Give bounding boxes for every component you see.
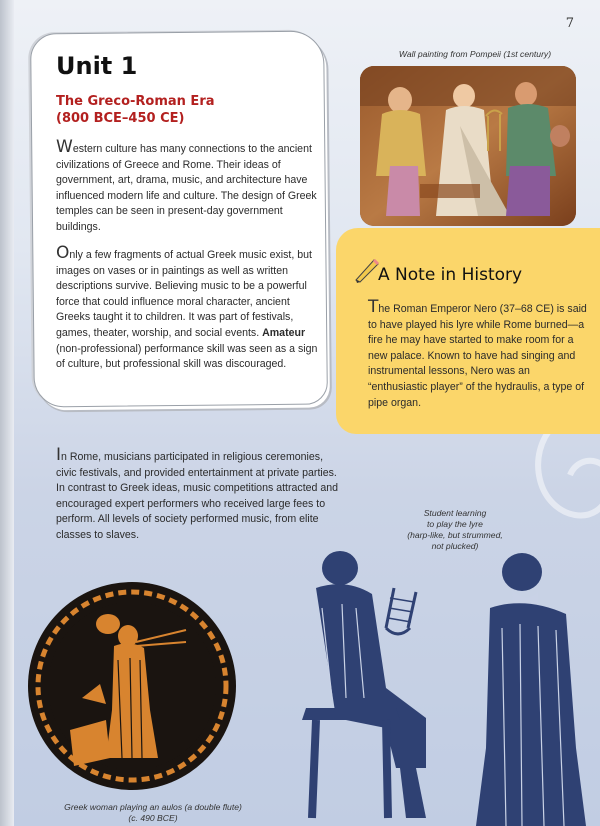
dropcap: I (56, 445, 62, 465)
unit-title: Unit 1 (56, 52, 138, 80)
page-number: 7 (565, 16, 574, 31)
paragraph-greek-music (56, 243, 322, 373)
pencil-icon (352, 258, 380, 284)
era-title-line1: The Greco-Roman Era (56, 94, 215, 109)
student-lyre-caption (395, 508, 515, 552)
term-amateur: Amateur (262, 326, 306, 339)
greek-figures-illustration (276, 548, 600, 826)
student-caption-line3: (harp-like, but strummed, (407, 530, 503, 540)
page-binding-shadow (0, 0, 14, 826)
vase-caption (28, 802, 278, 824)
era-title-line2: (800 BCE–450 CE) (56, 111, 185, 126)
paragraph-text: estern culture has many connections to the ancient civilizations of Greece and Rome. Their ideas of government, art, drama, music, and architecture have influenced modern life and culture. The design of Greek temples can be seen in present-day government buildings. (56, 143, 317, 233)
paragraph-text: (non-professional) performance skill was seen as a sign of culture, but professional skill was discouraged. (56, 342, 318, 371)
era-title (56, 93, 306, 127)
dropcap: O (56, 243, 70, 263)
paragraph-text: nly a few fragments of actual Greek music exist, but images on vases or in paintings as well as written descriptions survive. Believing music to be a powerful force that could influence moral character, ancient Greeks taught it to children. It was part of festivals, games, theater, worship, and social events. (56, 249, 312, 339)
paragraph-western-culture (56, 137, 318, 236)
pompeii-caption: Wall painting from Pompeii (1st century) (398, 49, 552, 59)
note-text (368, 297, 590, 411)
paragraph-text: n Rome, musicians participated in religious ceremonies, civic festivals, and provided entertainment at private parties. In contrast to Greek ideas, music competitions attracted and encouraged expert performers who received large fees to perform. All levels of society performed music, from elite classes to slaves. (56, 451, 339, 541)
vase-caption-line2: (c. 490 BCE) (128, 813, 178, 823)
paragraph-rome-musicians (56, 445, 346, 544)
student-caption-line1: Student learning (423, 508, 487, 518)
pompeii-wall-painting (360, 66, 576, 226)
note-title: A Note in History (378, 265, 523, 285)
greek-vase-plate (26, 580, 238, 792)
dropcap: W (56, 137, 73, 157)
dropcap: T (368, 297, 379, 317)
student-caption-line2: to play the lyre (427, 519, 483, 529)
student-caption-line4: not plucked) (431, 541, 479, 551)
note-body: he Roman Emperor Nero (37–68 CE) is said to have played his lyre while Rome burned—a fire he may have started to make room for a new palace. Known to have had singing and instrumental lessons, Nero was an “enthusiastic player” of the hydraulis, a type of pipe organ. (368, 303, 587, 409)
vase-caption-line1: Greek woman playing an aulos (a double flute) (64, 802, 242, 812)
